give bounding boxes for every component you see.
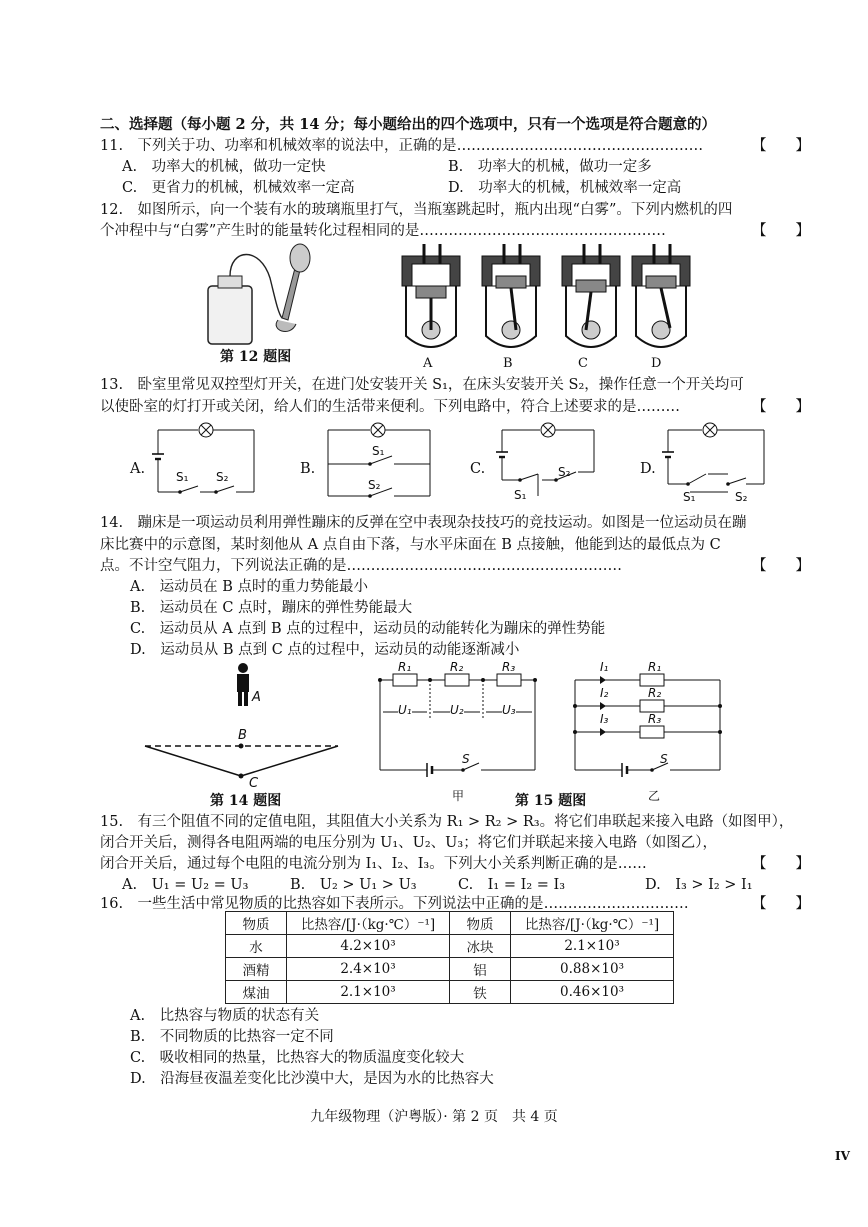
table-row [226,958,674,981]
q16-stem [100,892,689,913]
parallel-r2-label: R₂ [648,686,662,700]
circuit-option-b-label: B. [300,461,316,477]
q15-option-a: A. U₁ = U₂ = U₃ [122,877,249,893]
circuit-a-s1: S₁ [176,470,189,484]
series-circuit-figure [375,660,545,780]
engine-label-c: C [578,356,588,371]
table-cell: 4.2×10³ [287,935,450,958]
circuit-a [150,422,260,502]
parallel-switch-label: S [660,752,668,766]
table-cell: 冰块 [450,935,511,958]
section-title: 二、选择题（每小题 2 分，共 14 分；每小题给出的四个选项中，只有一个选项是符合题意的） [100,116,716,133]
q15-caption: 第 15 题图 [515,793,587,809]
q12-line2 [100,219,666,240]
series-r2-label: R₂ [450,660,464,674]
q14-option-d: D. 运动员从 B 点到 C 点的过程中，运动员的动能逐渐减小 [130,642,520,658]
q11-option-b: B. 功率大的机械，做功一定多 [448,159,652,175]
q14-option-b: B. 运动员在 C 点时，蹦床的弹性势能最大 [130,600,413,616]
specific-heat-table [225,911,674,1004]
q15-line1: 15. 有三个阻值不同的定值电阻，其阻值大小关系为 R₁ > R₂ > R₃。将它们串联起来接入电路（如图甲）， [100,814,794,830]
q12-caption: 第 12 题图 [220,349,292,365]
q14-dots: ………………………………………………… [346,558,622,574]
circuit-option-c-label: C. [470,461,486,477]
table-cell: 2.1×10³ [511,935,674,958]
q15-answer-bracket[interactable]: 【 】 [752,856,810,872]
q12-text: 个冲程中与“白雾”产生时的能量转化过程相同的是 [100,223,420,239]
series-r3-label: R₃ [502,660,516,674]
parallel-i3-label: I₃ [600,712,609,726]
q14-text: 点。不计空气阻力，下列说法正确的是 [100,558,347,574]
table-header-cell: 比热容/[J·（kg·℃）⁻¹] [287,912,450,935]
engine-c [562,244,620,347]
corner-mark: IV [835,1149,850,1163]
engine-label-d: D [651,356,662,371]
table-cell: 0.46×10³ [511,981,674,1004]
q16-option-d: D. 沿海昼夜温差变化比沙漠中大，是因为水的比热容大 [130,1071,494,1087]
q11-stem [100,134,703,155]
series-u3-label: U₃ [502,703,516,717]
circuit-d [660,422,770,502]
engine-d [632,244,690,347]
series-switch-label: S [462,752,470,766]
bottle-pump-figure [200,238,330,348]
table-row [226,981,674,1004]
table-cell: 水 [226,935,287,958]
parallel-r1-label: R₁ [648,660,662,674]
table-header-row [226,912,674,935]
q16-dots: ………………………… [543,896,689,912]
q11-option-c: C. 更省力的机械，机械效率一定高 [122,180,355,196]
q13-line2 [100,395,680,416]
q11-option-a: A. 功率大的机械，做功一定快 [122,159,326,175]
circuit-option-d-label: D. [640,461,656,477]
q14-answer-bracket[interactable]: 【 】 [752,558,810,574]
q11-dots: …………………………………………… [456,138,704,154]
q15-text: 闭合开关后，通过每个电阻的电流分别为 I₁、I₂、I₃。下列大小关系判断正确的是 [100,856,618,872]
circuit-b-s2: S₂ [368,478,381,492]
q13-dots: ……… [636,399,680,415]
q16-option-a: A. 比热容与物质的状态有关 [130,1008,320,1024]
page-footer: 九年级物理（沪粤版）· 第 2 页 共 4 页 [310,1109,558,1125]
circuit-option-a-label: A. [130,461,146,477]
circuit-b-s1: S₁ [372,444,385,458]
q11-text: 11. 下列关于功、功率和机械效率的说法中，正确的是 [100,138,457,154]
q14-line3 [100,554,622,575]
engine-label-a: A [423,356,433,371]
circuit-c-s1: S₁ [514,488,527,502]
table-cell: 酒精 [226,958,287,981]
q15-option-b: B. U₂ > U₁ > U₃ [290,877,417,893]
series-circuit-label: 甲 [452,789,465,803]
table-cell: 2.1×10³ [287,981,450,1004]
q12-answer-bracket[interactable]: 【 】 [752,223,810,239]
q14-caption: 第 14 题图 [210,793,282,809]
q14-line1: 14. 蹦床是一项运动员利用弹性蹦床的反弹在空中表现杂技技巧的竞技运动。如图是一位运动员在蹦 [100,515,747,531]
q15-dots: …… [617,856,647,872]
q15-line2: 闭合开关后，测得各电阻两端的电压分别为 U₁、U₂、U₃；将它们并联起来接入电路（如图乙）， [100,835,717,851]
table-header-cell: 物质 [226,912,287,935]
q16-option-c: C. 吸收相同的热量，比热容大的物质温度变化较大 [130,1050,465,1066]
q13-answer-bracket[interactable]: 【 】 [752,399,810,415]
q13-text: 以使卧室的灯打开或关闭，给人们的生活带来便利。下列电路中，符合上述要求的是 [100,399,637,415]
engine-a [402,244,460,347]
table-header-cell: 物质 [450,912,511,935]
table-cell: 煤油 [226,981,287,1004]
engine-b [482,244,540,347]
engine-strokes-figure [396,240,696,360]
q14-line2: 床比赛中的示意图，某时刻他从 A 点自由下落，与水平床面在 B 点接触，他能到达的最低点为 C [100,537,721,553]
circuit-a-s2: S₂ [216,470,229,484]
q14-option-a: A. 运动员在 B 点时的重力势能最小 [130,579,368,595]
circuit-c-s2: S₂ [558,465,571,479]
q13-line1: 13. 卧室里常见双控型灯开关，在进门处安装开关 S₁，在床头安装开关 S₂，操作任意一个开关均可 [100,377,744,393]
q16-text: 16. 一些生活中常见物质的比热容如下表所示。下列说法中正确的是 [100,896,544,912]
q15-line3 [100,852,647,873]
q15-option-d: D. I₃ > I₂ > I₁ [645,877,753,893]
parallel-i1-label: I₁ [600,660,609,674]
engine-label-b: B [503,356,513,371]
q12-dots: …………………………………………… [419,223,666,239]
table-cell: 铁 [450,981,511,1004]
series-u1-label: U₁ [398,703,412,717]
point-a-label: A [252,690,261,705]
table-header-cell: 比热容/[J·（kg·℃）⁻¹] [511,912,674,935]
q16-answer-bracket[interactable]: 【 】 [752,896,810,912]
q15-option-c: C. I₁ = I₂ = I₃ [458,877,566,893]
point-c-label: C [249,776,259,791]
table-cell: 0.88×10³ [511,958,674,981]
parallel-i2-label: I₂ [600,686,609,700]
q14-option-c: C. 运动员从 A 点到 B 点的过程中，运动员的动能转化为蹦床的弹性势能 [130,621,606,637]
series-u2-label: U₂ [450,703,464,717]
table-cell: 2.4×10³ [287,958,450,981]
q16-option-b: B. 不同物质的比热容一定不同 [130,1029,334,1045]
series-r1-label: R₁ [398,660,412,674]
table-cell: 铝 [450,958,511,981]
q11-answer-bracket[interactable]: 【 】 [752,138,810,154]
circuit-d-s2: S₂ [735,490,748,504]
parallel-circuit-label: 乙 [648,789,661,803]
circuit-d-s1: S₁ [683,490,696,504]
point-b-label: B [238,728,247,743]
trampoline-figure [140,660,350,790]
q12-line1: 12. 如图所示，向一个装有水的玻璃瓶里打气，当瓶塞跳起时，瓶内出现“白雾”。下列内燃机的四 [100,202,733,218]
circuit-c [490,422,600,502]
q11-option-d: D. 功率大的机械，机械效率一定高 [448,180,682,196]
table-row [226,935,674,958]
parallel-r3-label: R₃ [648,712,662,726]
